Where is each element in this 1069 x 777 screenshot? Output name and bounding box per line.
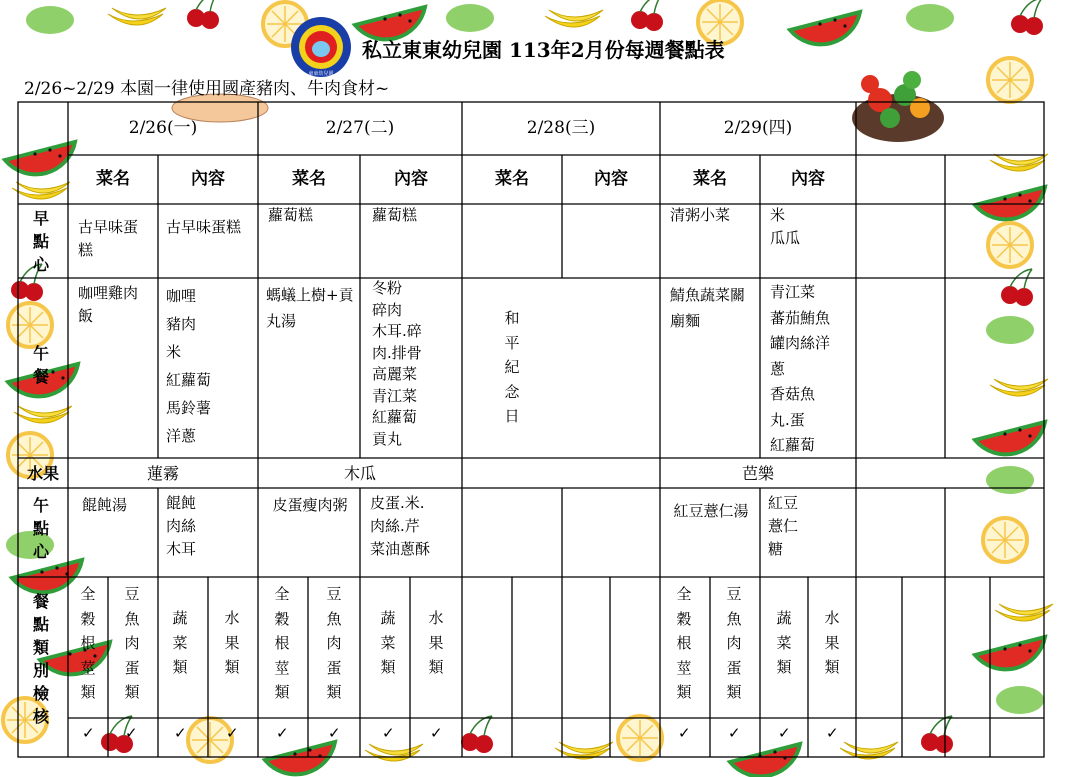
check-veg-d1: ✓	[174, 724, 187, 742]
col-header-name: 菜名	[693, 169, 727, 189]
lunch-name-d2: 螞蟻上樹+貢丸湯	[266, 286, 354, 330]
fruit-d4: 芭樂	[741, 464, 774, 483]
col-header-content: 內容	[594, 169, 628, 189]
category-protein-d1: 豆 魚 肉 蛋 類	[124, 585, 140, 701]
check-protein-d2: ✓	[328, 724, 341, 742]
lunch-name-d1: 咖哩雞肉飯	[78, 284, 139, 325]
lunch-content-d4: 青江菜 蕃茄鮪魚 罐肉絲洋 蔥 香菇魚 丸.蛋 紅蘿蔔	[770, 283, 831, 454]
row-label-snack: 午 點 心	[32, 496, 49, 561]
col-header-name: 菜名	[96, 169, 130, 189]
breakfast-name-d4: 清粥小菜	[670, 206, 731, 224]
snack-content-d1: 餛飩 肉絲 木耳	[166, 494, 197, 558]
category-fruit-d1: 水 果 類	[224, 609, 240, 676]
day-header-2: 2/27(二)	[325, 118, 395, 138]
snack-name-d4: 紅豆薏仁湯	[673, 502, 749, 520]
category-protein-d4: 豆 魚 肉 蛋 類	[726, 585, 742, 701]
row-label-check: 餐 點 類 別 檢 核	[32, 592, 49, 726]
day-header-3: 2/28(三)	[526, 118, 596, 138]
svg-text:東東幼兒園: 東東幼兒園	[308, 71, 334, 77]
lunch-content-d1: 咖哩 豬肉 米 紅蘿蔔 馬鈴薯 洋蔥	[166, 287, 212, 445]
check-grains-d1: ✓	[82, 724, 95, 742]
category-protein-d2: 豆 魚 肉 蛋 類	[326, 585, 342, 701]
breakfast-name-d1: 古早味蛋糕	[78, 218, 139, 259]
snack-name-d2: 皮蛋瘦肉粥	[272, 496, 348, 514]
col-header-content: 內容	[791, 169, 825, 189]
fruit-d1: 蓮霧	[146, 464, 179, 483]
category-grains-d1: 全 穀 根 莖 類	[80, 585, 96, 701]
col-header-name: 菜名	[292, 169, 326, 189]
breakfast-content-d4: 米 瓜瓜	[770, 206, 801, 247]
breakfast-content-d1: 古早味蛋糕	[166, 218, 242, 236]
notice-text: 2/26~2/29 本園一律使用國產豬肉、牛肉食材~	[24, 79, 390, 99]
category-veg-d2: 蔬 菜 類	[380, 609, 396, 676]
category-grains-d2: 全 穀 根 莖 類	[274, 585, 290, 701]
check-fruit-d4: ✓	[826, 724, 839, 742]
row-label-lunch: 午 餐	[32, 344, 49, 386]
category-veg-d4: 蔬 菜 類	[776, 609, 792, 676]
category-veg-d1: 蔬 菜 類	[172, 609, 188, 676]
check-veg-d4: ✓	[778, 724, 791, 742]
col-header-name: 菜名	[495, 169, 529, 189]
category-fruit-d2: 水 果 類	[428, 609, 444, 676]
col-header-content: 內容	[394, 169, 428, 189]
row-label-fruit: 水果	[26, 464, 59, 483]
lunch-content-d2: 冬粉 碎肉 木耳.碎 肉.排骨 高麗菜 青江菜 紅蘿蔔 貢丸	[372, 279, 422, 448]
check-fruit-d1: ✓	[226, 724, 239, 742]
check-fruit-d2: ✓	[430, 724, 443, 742]
lunch-holiday-d3: 和 平 紀 念 日	[504, 309, 520, 425]
check-veg-d2: ✓	[382, 724, 395, 742]
check-protein-d1: ✓	[125, 724, 138, 742]
page-title: 私立東東幼兒園 113年2月份每週餐點表	[362, 38, 725, 62]
fruit-d2: 木瓜	[343, 464, 376, 483]
row-label-breakfast: 早 點 心	[32, 209, 49, 274]
check-protein-d4: ✓	[728, 724, 741, 742]
snack-name-d1: 餛飩湯	[82, 496, 128, 514]
day-header-1: 2/26(一)	[128, 118, 198, 138]
category-fruit-d4: 水 果 類	[824, 609, 840, 676]
category-grains-d4: 全 穀 根 莖 類	[676, 585, 692, 701]
check-grains-d2: ✓	[276, 724, 289, 742]
day-header-4: 2/29(四)	[723, 118, 793, 138]
lunch-name-d4: 鯖魚蔬菜關廟麵	[670, 286, 746, 330]
breakfast-content-d2: 蘿蔔糕	[372, 206, 418, 224]
breakfast-name-d2: 蘿蔔糕	[268, 206, 314, 224]
col-header-content: 內容	[191, 169, 225, 189]
snack-content-d4: 紅豆 薏仁 糖	[768, 494, 799, 558]
check-grains-d4: ✓	[678, 724, 691, 742]
snack-content-d2: 皮蛋.米. 肉絲.芹 菜油蔥酥	[370, 494, 431, 558]
